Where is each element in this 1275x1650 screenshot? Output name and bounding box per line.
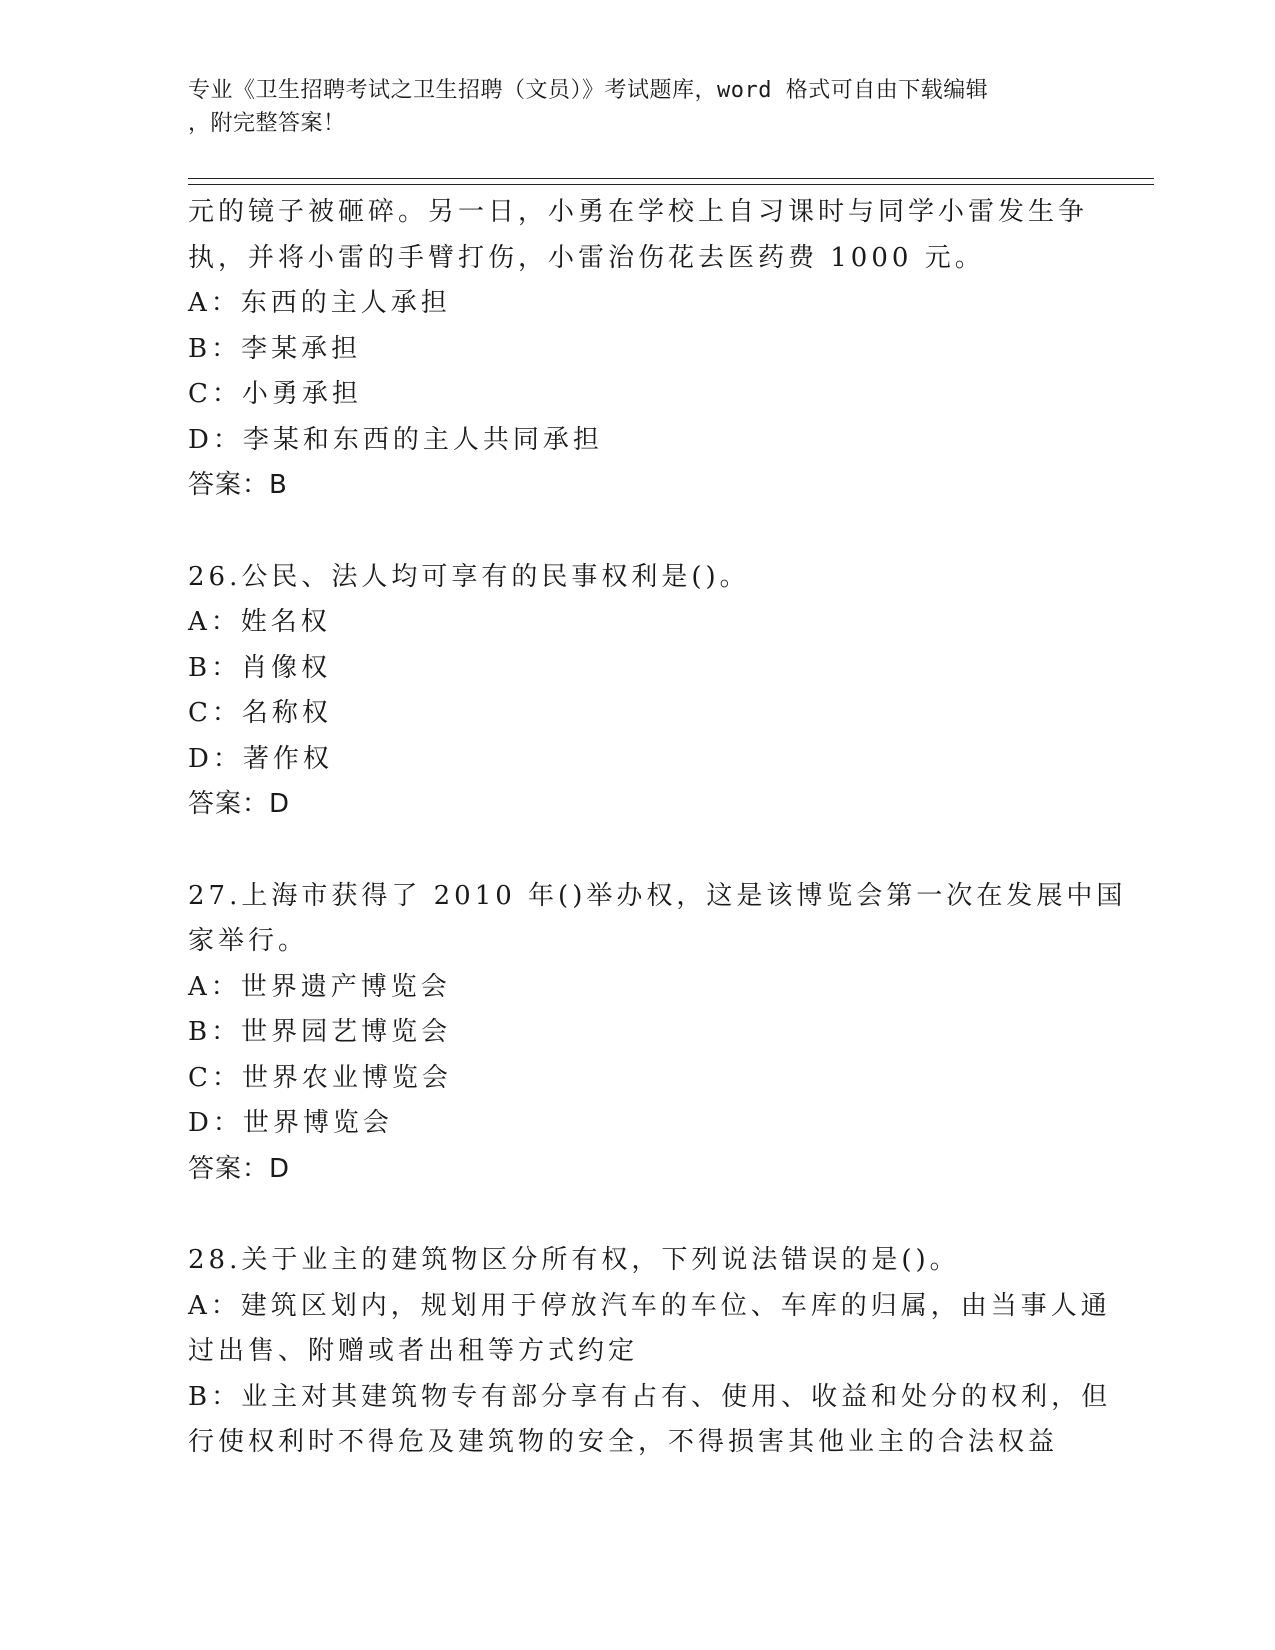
option-b: B：李某承担 [188, 333, 362, 364]
option-b: B：肖像权 [188, 652, 332, 683]
option-c: C：名称权 [188, 698, 332, 728]
option-b-continued: 行使权利时不得危及建筑物的安全，不得损害其他业主的合法权益 [188, 1427, 1059, 1457]
option-d: D：世界博览会 [188, 1108, 393, 1138]
header-line-1: 专业《卫生招聘考试之卫生招聘（文员）》考试题库，word 格式可自由下载编辑 [188, 78, 989, 103]
option-b: B：世界园艺博览会 [188, 1017, 452, 1047]
header-divider-bottom [188, 184, 1154, 185]
document-header [188, 74, 1068, 140]
option-a-continued: 过出售、附赠或者出租等方式约定 [188, 1336, 639, 1366]
option-d: D：著作权 [188, 743, 333, 774]
question-28 [188, 1238, 1112, 1466]
spacer [188, 828, 1088, 874]
question-content [188, 190, 1127, 1466]
question-26 [188, 555, 1088, 828]
question-25 [188, 190, 1088, 509]
header-divider-top [188, 178, 1154, 179]
option-c: C：世界农业博览会 [188, 1062, 452, 1093]
option-a: A：姓名权 [188, 607, 331, 637]
question-27 [188, 874, 1127, 1193]
option-a: A：世界遗产博览会 [188, 971, 451, 1002]
option-d: D：李某和东西的主人共同承担 [188, 424, 603, 455]
question-stem-line: 28.关于业主的建筑物区分所有权，下列说法错误的是()。 [188, 1245, 960, 1275]
question-stem-line: 元的镜子被砸碎。另一日，小勇在学校上自习课时与同学小雷发生争 [188, 197, 1089, 227]
option-b: B：业主对其建筑物专有部分享有占有、使用、收益和处分的权利，但 [188, 1381, 1112, 1412]
answer-label: 答案：D [188, 1153, 291, 1184]
option-a: A：东西的主人承担 [188, 288, 451, 318]
question-stem-line: 家举行。 [188, 926, 309, 956]
answer-label: 答案：D [188, 789, 291, 819]
question-stem-line: 26.公民、法人均可享有的民事权利是()。 [188, 561, 750, 592]
spacer [188, 1192, 1088, 1238]
option-a: A：建筑区划内，规划用于停放汽车的车位、车库的归属，由当事人通 [188, 1290, 1111, 1321]
spacer [188, 509, 1088, 555]
answer-label: 答案：B [188, 470, 288, 500]
question-stem-line: 执，并将小雷的手臂打伤，小雷治伤花去医药费 1000 元。 [188, 242, 985, 273]
header-line-2: ，附完整答案！ [188, 111, 346, 136]
question-stem-line: 27.上海市获得了 2010 年()举办权，这是该博览会第一次在发展中国 [188, 880, 1127, 911]
option-c: C：小勇承担 [188, 379, 362, 409]
